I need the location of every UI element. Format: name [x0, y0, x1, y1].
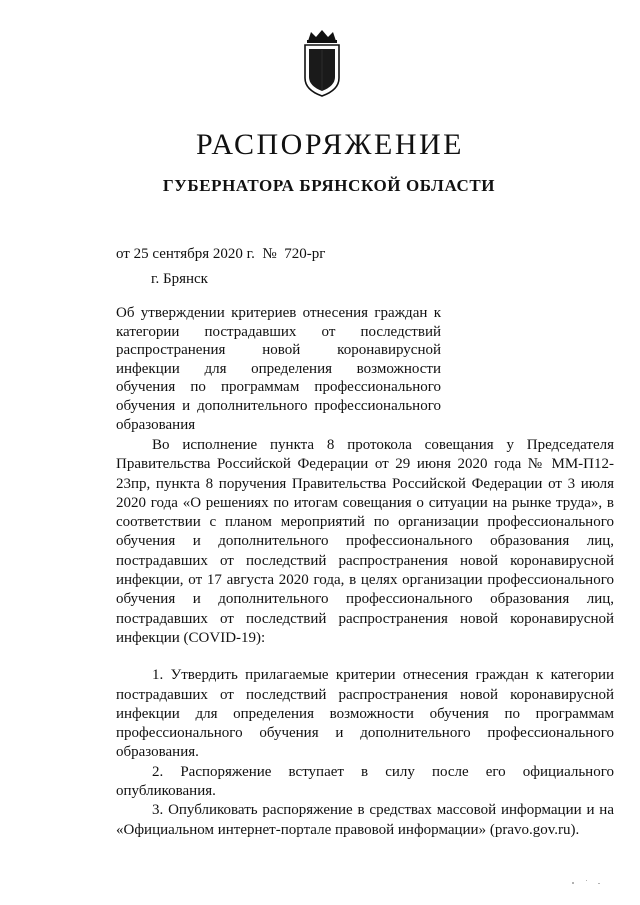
- city: г. Брянск: [151, 271, 208, 287]
- scan-noise: [586, 880, 587, 881]
- clause-2: 2. Распоряжение вступает в силу после его официального опубликования.: [116, 763, 614, 800]
- clause-1: 1. Утвердить прилагаемые критерии отнесения граждан к категории пострадавших от последствий распространения новой коронавирусной инфекции для определения возможности обучения по программам профессионального обучения и дополнительного профессионального образования.: [116, 667, 614, 761]
- preamble-paragraph: Во исполнение пункта 8 протокола совещания у Председателя Правительства Российской Федерации от 29 июня 2020 года № ММ-П12-23пр, пункта 8 поручения Правительства Российской Федерации от 3 июля 2020 года «О решениях по итогам совещания о ситуации на рынке труда», в соответствии с планом мероприятий по организации профессионального обучения и дополнительного профессионального образования лиц, пострадавших от последствий распространения новой коронавирусной инфекции, от 17 августа 2020 года, в целях организации профессионального обучения и дополнительного профессионального образования лиц, пострадавших от последствий распространения новой коронавирусной инфекции (COVID-19):: [116, 437, 614, 646]
- document-title: РАСПОРЯЖЕНИЕ: [195, 128, 465, 161]
- scan-noise: [572, 882, 574, 884]
- clause-3: 3. Опубликовать распоряжение в средствах массовой информации и на «Официальном интернет-портале правовой информации» (pravo.gov.ru).: [116, 802, 614, 838]
- scan-noise: [598, 883, 600, 884]
- date-and-number: от 25 сентября 2020 г. № 720-рг: [116, 246, 326, 262]
- coat-of-arms-icon: [300, 28, 344, 100]
- issuer-subtitle: ГУБЕРНАТОРА БРЯНСКОЙ ОБЛАСТИ: [162, 176, 496, 195]
- document-body: [116, 436, 614, 840]
- document-subject: Об утверждении критериев отнесения граждан к категории пострадавших от последствий распространения новой коронавирусной инфекции для определения возможности обучения по программам профессионального обучения и дополнительного профессионального образования: [116, 305, 441, 433]
